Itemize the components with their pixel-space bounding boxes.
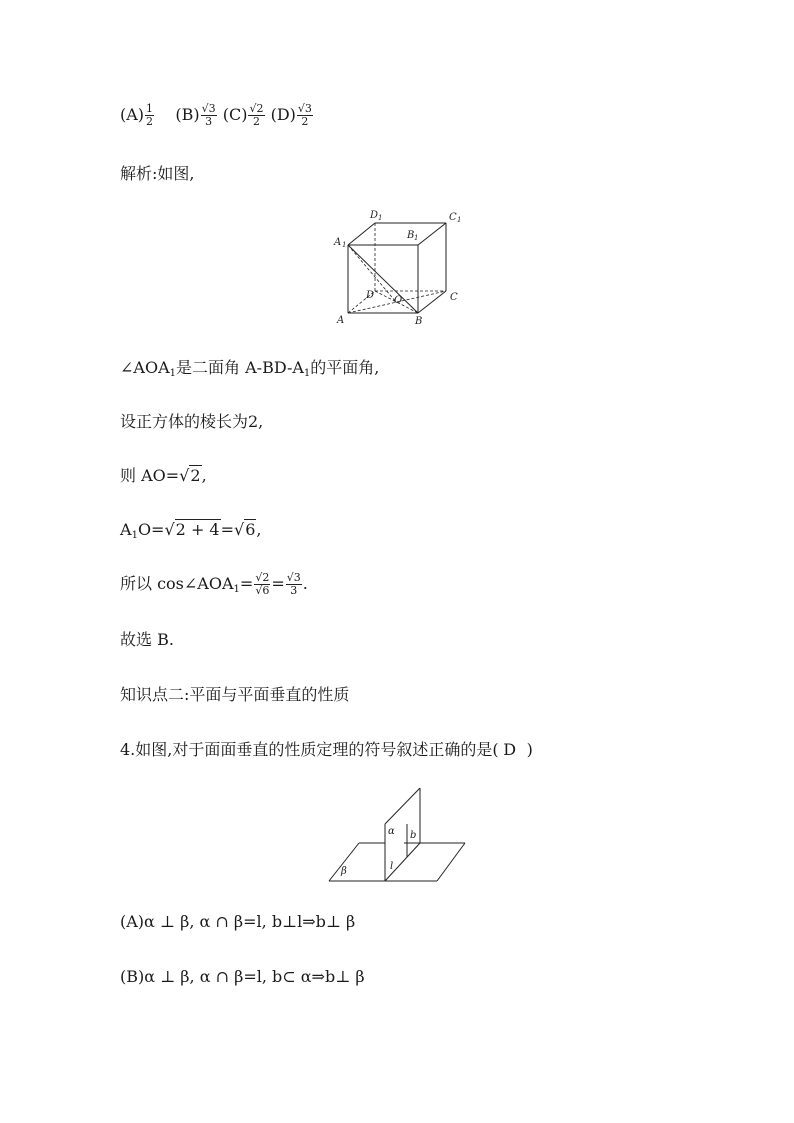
cube-label-b1: B xyxy=(407,230,415,241)
sqrt-sum: √2 + 4 xyxy=(164,520,220,539)
fraction-b-den: 3 xyxy=(205,115,213,128)
cube-label-a: A xyxy=(337,315,345,326)
step5-num1: √2 xyxy=(255,571,270,584)
option-d xyxy=(270,102,314,128)
step-conclusion: 故选 B. xyxy=(120,630,174,649)
option-c xyxy=(222,102,266,128)
fraction-c: $\frac{√2}{2}$ xyxy=(249,102,264,128)
cube-label-c1: C xyxy=(449,212,457,223)
question-4-answer: D xyxy=(503,740,517,759)
step-edge-length: 设正方体的棱长为2, xyxy=(120,412,264,431)
step5-den2: 3 xyxy=(290,584,298,597)
option-a-label: (A) xyxy=(120,105,145,124)
step1-pre: ∠AOA xyxy=(120,358,170,377)
step-ao xyxy=(120,465,207,487)
line-label-b: b xyxy=(410,830,417,841)
step4-rad2: 6 xyxy=(245,520,256,539)
fraction-cos-2 xyxy=(286,572,302,597)
option-b-label: (B) xyxy=(175,105,200,124)
sqrt-ao: √2 xyxy=(179,466,201,485)
step3-pre: 则 AO= xyxy=(120,466,180,485)
fraction-c-num: 2 xyxy=(256,102,264,115)
section-heading: 知识点二:平面与平面垂直的性质 xyxy=(120,685,350,704)
step1-sub2: 1 xyxy=(303,368,311,379)
question-4-text: 4.如图,对于面面垂直的性质定理的符号叙述正确的是( xyxy=(120,740,499,759)
step5-pre: 所以 cos∠AOA xyxy=(120,574,234,593)
step3-post: , xyxy=(201,466,207,485)
fraction-b: $\frac{√3}{3}$ xyxy=(201,102,216,128)
option-b xyxy=(175,102,217,128)
step-cosine xyxy=(120,572,308,597)
line-label-l: l xyxy=(390,861,394,872)
step5-sub: 1 xyxy=(233,584,240,595)
step5-eq2: = xyxy=(271,574,285,593)
cube-label-d1-sub: 1 xyxy=(378,214,383,222)
step3-rad: 2 xyxy=(190,466,201,485)
fraction-d: $\frac{√3}{2}$ xyxy=(297,102,312,128)
step5-eq: = xyxy=(239,574,254,593)
question-4-option-a: (A)α ⊥ β, α ∩ β=l, b⊥l⇒b⊥ β xyxy=(120,912,356,931)
answer-options-row xyxy=(120,103,314,128)
step1-post: 的平面角, xyxy=(310,358,380,377)
cube-label-a1-sub: 1 xyxy=(342,241,347,249)
step4-eq: = xyxy=(220,520,235,539)
fraction-d-den: 2 xyxy=(301,115,309,128)
step4-post: , xyxy=(256,520,262,539)
question-4 xyxy=(120,739,533,761)
cube-label-a1: A xyxy=(334,237,342,248)
step4-mid: O= xyxy=(137,520,165,539)
option-d-label: (D) xyxy=(270,105,296,124)
fraction-b-num: 3 xyxy=(208,102,216,115)
step1-mid: 是二面角 A-BD-A xyxy=(176,358,304,377)
fraction-cos-1 xyxy=(254,572,270,597)
step4-pre: A xyxy=(120,520,132,539)
cube-label-d: D xyxy=(366,290,375,301)
plane-label-alpha: α xyxy=(388,826,395,837)
cube-diagram xyxy=(330,207,460,327)
sqrt-six: √6 xyxy=(234,520,256,539)
cube-label-d1: D xyxy=(370,210,379,221)
step-a1o xyxy=(120,519,262,541)
step5-num2: √3 xyxy=(286,571,301,584)
fraction-a-num: 1 xyxy=(146,102,154,115)
cube-label-b1-sub: 1 xyxy=(414,234,419,242)
plane-label-beta: β xyxy=(341,866,347,877)
question-4-option-b: (B)α ⊥ β, α ∩ β=l, b⊂ α⇒b⊥ β xyxy=(120,967,365,986)
cube-label-o: O xyxy=(394,295,403,306)
option-c-label: (C) xyxy=(222,105,248,124)
fraction-a xyxy=(145,103,154,128)
step1-sub: 1 xyxy=(169,368,177,379)
analysis-label: 解析:如图, xyxy=(120,164,195,183)
cube-label-c1-sub: 1 xyxy=(457,216,462,224)
cube-label-c: C xyxy=(450,292,458,303)
perpendicular-planes-diagram xyxy=(325,786,470,886)
fraction-a-den: 2 xyxy=(146,115,154,128)
step4-rad1: 2 + 4 xyxy=(175,520,220,539)
step4-sub: 1 xyxy=(131,530,138,541)
question-4-close: ) xyxy=(526,740,533,759)
fraction-c-den: 2 xyxy=(252,115,260,128)
step-dihedral-angle xyxy=(120,357,379,379)
fraction-d-num: 3 xyxy=(304,102,312,115)
step5-den1: √6 xyxy=(255,584,270,597)
option-a xyxy=(120,102,155,128)
step5-post: . xyxy=(302,574,308,593)
cube-label-b: B xyxy=(415,316,423,327)
